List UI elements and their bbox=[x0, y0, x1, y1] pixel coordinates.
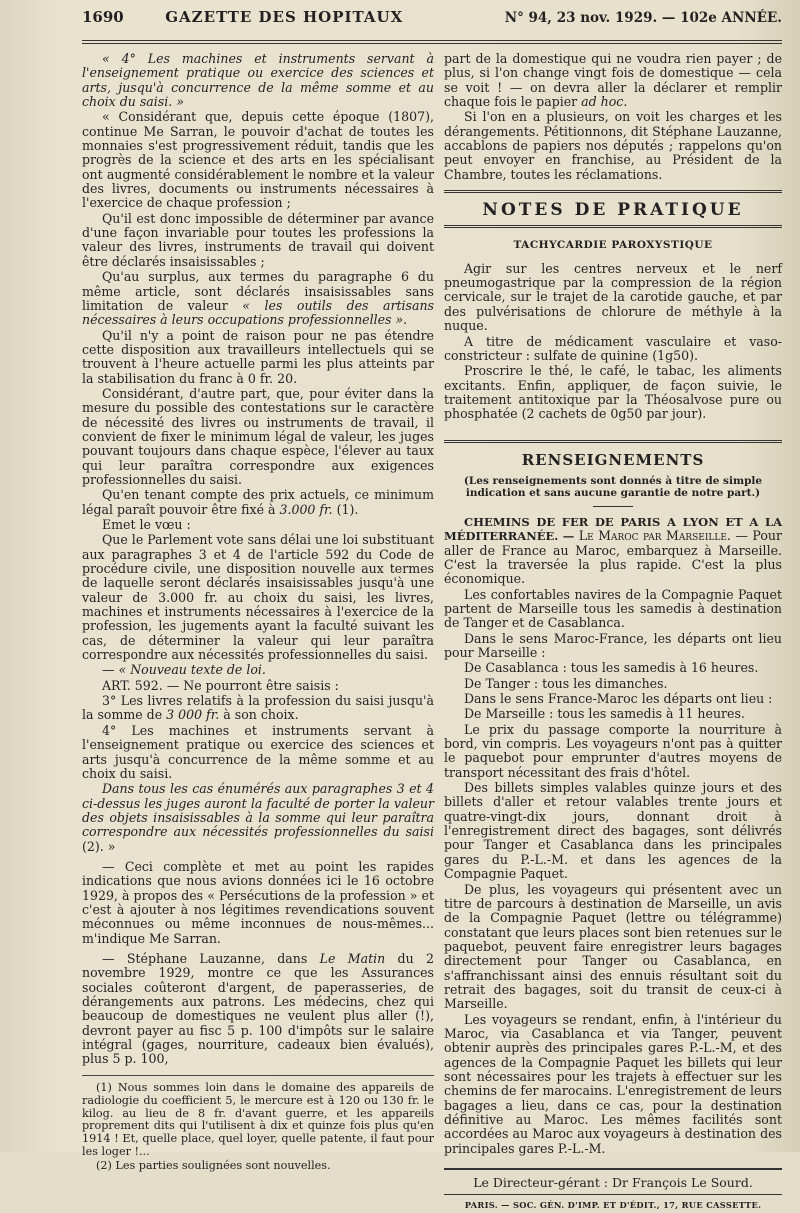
paragraph: Qu'en tenant compte des prix actuels, ce minimum légal paraît pouvoir être fixé à 3.000 fr. (1). bbox=[82, 487, 434, 517]
section-title-notes: NOTES DE PRATIQUE bbox=[482, 200, 744, 221]
header-rule bbox=[82, 40, 782, 44]
signature: Le Directeur-gérant : Dr François Le Sourd. bbox=[444, 1168, 782, 1190]
paragraph: Dans le sens France-Maroc les départs ont lieu : bbox=[464, 691, 773, 707]
paragraph: Les voyageurs se rendant, enfin, à l'intérieur du Maroc, via Casablanca et via Tanger, peuvent obtenir auprès des principales gares P.-L.-M, et des agences de la Compagnie Paquet les billets qui leur sont nécessaires pour les trajets à effectuer sur les chemins de fer marocains. L'enregistrement de leurs bagages a lieu, dans ce cas, pour la destination définitive au Maroc. Les mêmes facilités sont accordées au Maroc aux voyageurs à destination des principales gares P.-L.-M. bbox=[444, 1011, 782, 1156]
section-title-renseignements: RENSEIGNEMENTS bbox=[521, 450, 705, 469]
issue-info: N° 94, 23 nov. 1929. — 102e ANNÉE. bbox=[504, 10, 782, 26]
paragraph: Qu'il est donc impossible de déterminer par avance d'une façon invariable pour toutes les professions la valeur des livres, instruments de travail qui doivent être déclarés insaisissables ; bbox=[82, 210, 434, 269]
paragraph: Si l'on en a plusieurs, on voit les charges et les dérangements. Pétitionnons, dit Stéphane Lauzanne, accablons de papiers nos députés ; rappelons qu'on peut envoyer en franchise, au Président de la Chambre, toutes les réclamations. bbox=[444, 109, 782, 182]
paragraph: A titre de médicament vasculaire et vaso-constricteur : sulfate de quinine (1g50). bbox=[444, 333, 782, 363]
paragraph: Le prix du passage comporte la nourriture à bord, vin compris. Les voyageurs n'ont pas à quitter le paquebot pour emprunter d'autres moyens de transport nécessitant des frais d'hôtel. bbox=[444, 721, 782, 780]
page-header bbox=[48, 8, 782, 38]
paragraph: — Ceci complète et met au point les rapides indications que nous avions données ici le 16 octobre 1929, à propos des « Persécutions de la profession » et c'est à ajouter à nos légitimes revendications souvent méconnues ou même inconnues de nous-mêmes... m'indique Me Sarran. bbox=[82, 858, 434, 946]
footnote-separator bbox=[82, 1075, 434, 1076]
paragraph: Qu'au surplus, aux termes du paragraphe 6 du même article, sont déclarés insaisissables sans limitation de valeur « les outils des artisans nécessaires à leurs occupations professionnelles ». bbox=[82, 269, 434, 328]
paragraph: 3° Les livres relatifs à la profession du saisi jusqu'à la somme de 3 000 fr. à son choix. bbox=[82, 693, 434, 723]
paragraph: Considérant, d'autre part, que, pour éviter dans la mesure du possible des contestations sur le caractère de nécessité des livres ou instruments de travail, il convient de fixer le minimum légal de valeur, les juges pouvant toujours dans chaque espèce, l'élever au taux qui leur paraîtra correspondre aux exigences professionnelles du saisi. bbox=[82, 385, 434, 487]
subsection-title: TACHYCARDIE PAROXYSTIQUE bbox=[513, 239, 713, 252]
paragraph: Des billets simples valables quinze jours et des billets d'aller et retour valables trente jours et quatre-vingt-dix jours, donnant droit à l'enregistrement direct des bagages, sont délivrés pour Tanger et Casablanca dans les principales gares du P.-L.-M. et dans les agences de la Compagnie Paquet. bbox=[444, 780, 782, 882]
paragraph: Les confortables navires de la Compagnie Paquet partent de Marseille tous les samedis à destination de Tanger et de Casablanca. bbox=[444, 586, 782, 631]
footnote-2: (2) Les parties soulignées sont nouvelles. bbox=[96, 1159, 331, 1173]
paragraph: « Considérant que, depuis cette époque (1807), continue Me Sarran, le pouvoir d'achat de toutes les monnaies s'est progressivement réduit, tandis que les progrès de la science et des arts en les spécialisant ont augmenté considérablement le nombre et la valeur des livres, documents ou instruments nécessaires à l'exercice de chaque profession ; bbox=[82, 109, 434, 211]
two-columns bbox=[48, 52, 782, 1213]
paragraph: Emet le vœu : bbox=[102, 517, 191, 532]
paragraph: Dans le sens Maroc-France, les départs ont lieu pour Marseille : bbox=[444, 630, 782, 660]
imprint: PARIS. — SOC. GÉN. D'IMP. ET D'ÉDIT., 17, RUE CASSETTE. bbox=[444, 1194, 782, 1212]
footnotes bbox=[82, 1082, 434, 1173]
paragraph: — Stéphane Lauzanne, dans Le Matin du 2 novembre 1929, montre ce que les Assurances sociales coûteront d'argent, de paperasseries, de dérangements aux patrons. Les médecins, chez qui beaucoup de domestiques ne veulent plus aller (!), devront payer au fisc 5 p. 100 d'impôts sur le salaire intégral (gages, nourriture, cadeaux bien évalués), plus 5 p. 100, bbox=[82, 950, 434, 1067]
paragraph: Qu'il n'y a point de raison pour ne pas étendre cette disposition aux travailleurs intellectuels qui se trouvent à l'heure actuelle parmi les plus atteints par la stabilisation du franc à 0 fr. 20. bbox=[82, 327, 434, 386]
paragraph: CHEMINS DE FER DE PARIS A LYON ET A LA MÉDITERRANÉE. — Le Maroc par Marseille. — Pour aller de France au Maroc, embarquez à Marseille. C'est la traversée la plus rapide. C'est la plus économique. bbox=[444, 514, 782, 587]
right-column bbox=[444, 52, 782, 1213]
paragraph: De Casablanca : tous les samedis à 16 heures. bbox=[464, 660, 759, 676]
paragraph: ART. 592. — Ne pourront être saisis : bbox=[102, 677, 339, 693]
section-rule bbox=[444, 190, 782, 193]
short-rule bbox=[593, 506, 633, 507]
paragraph: De Marseille : tous les samedis à 11 heures. bbox=[464, 706, 745, 722]
journal-title: GAZETTE DES HOPITAUX bbox=[165, 8, 404, 26]
section-note: (Les renseignements sont donnés à titre de simple indication et sans aucune garantie de notre part.) bbox=[463, 474, 763, 499]
paragraph: — « Nouveau texte de loi. bbox=[102, 662, 266, 678]
paragraph: Que le Parlement vote sans délai une loi substituant aux paragraphes 3 et 4 de l'article 592 du Code de procédure civile, une disposition nouvelle aux termes de laquelle seront déclarés insaisissables jusqu'à une valeur de 3.000 fr. au choix du saisi, les livres, machines et instruments nécessaires à l'exercice de la profession, les jugements ayant la faculté suivant les cas, de déterminer la valeur qui leur paraîtra correspondre aux nécessités professionnelles du saisi. bbox=[82, 532, 434, 663]
paragraph: De Tanger : tous les dimanches. bbox=[464, 675, 668, 691]
footnote-1: (1) Nous sommes loin dans le domaine des appareils de radiologie du coefficient 5, le mercure est à 120 ou 130 fr. le kilog. au lieu de 8 fr. d'avant guerre, et les appareils proprement dits qui l'utilisent à dix et quinze fois plus qu'en 1914 ! Et, quelle place, quel loyer, quelle patente, il faut pour les loger !... bbox=[82, 1080, 434, 1159]
page-number: 1690 bbox=[82, 8, 124, 26]
paragraph: « 4° Les machines et instruments servant à l'enseignement pratique ou exercice des sciences et arts, jusqu'à concurrence de la même somme et au choix du saisi. » bbox=[82, 51, 434, 110]
section-rule bbox=[444, 440, 782, 443]
paragraph: Proscrire le thé, le café, le tabac, les aliments excitants. Enfin, appliquer, de façon suivie, le traitement antitoxique par la Théosalvose pure ou phosphatée (2 cachets de 0g50 par jour). bbox=[444, 363, 782, 422]
paragraph: Dans tous les cas énumérés aux paragraphes 3 et 4 ci-dessus les juges auront la faculté de porter la valeur des objets insaisissables à la somme qui leur paraîtra correspondre aux nécessités professionnelles du saisi (2). » bbox=[82, 781, 434, 854]
paragraph: 4° Les machines et instruments servant à l'enseignement pratique ou exercice des sciences et arts jusqu'à concurrence de la même somme et au choix du saisi. bbox=[82, 722, 434, 781]
section-rule bbox=[444, 225, 782, 228]
paragraph: De plus, les voyageurs qui présentent avec un titre de parcours à destination de Marseille, un avis de la Compagnie Paquet (lettre ou télégramme) constatant que leurs places sont bien retenues sur le paquebot, peuvent faire enregistrer leurs bagages directement pour Tanger ou Casablanca, en s'affranchissant ainsi des ennuis résultant soit du retrait des bagages, soit du transit de ceux-ci à Marseille. bbox=[444, 881, 782, 1012]
paragraph: Agir sur les centres nerveux et le nerf pneumogastrique par la compression de la région cervicale, sur le trajet de la carotide gauche, et par des pulvérisations de chlorure de méthyle à la nuque. bbox=[444, 260, 782, 334]
paragraph: part de la domestique qui ne voudra rien payer ; de plus, si l'on change vingt fois de domestique — cela se voit ! — on devra aller la déclarer et remplir chaque fois le papier ad hoc. bbox=[444, 51, 782, 110]
left-column bbox=[82, 52, 434, 1213]
